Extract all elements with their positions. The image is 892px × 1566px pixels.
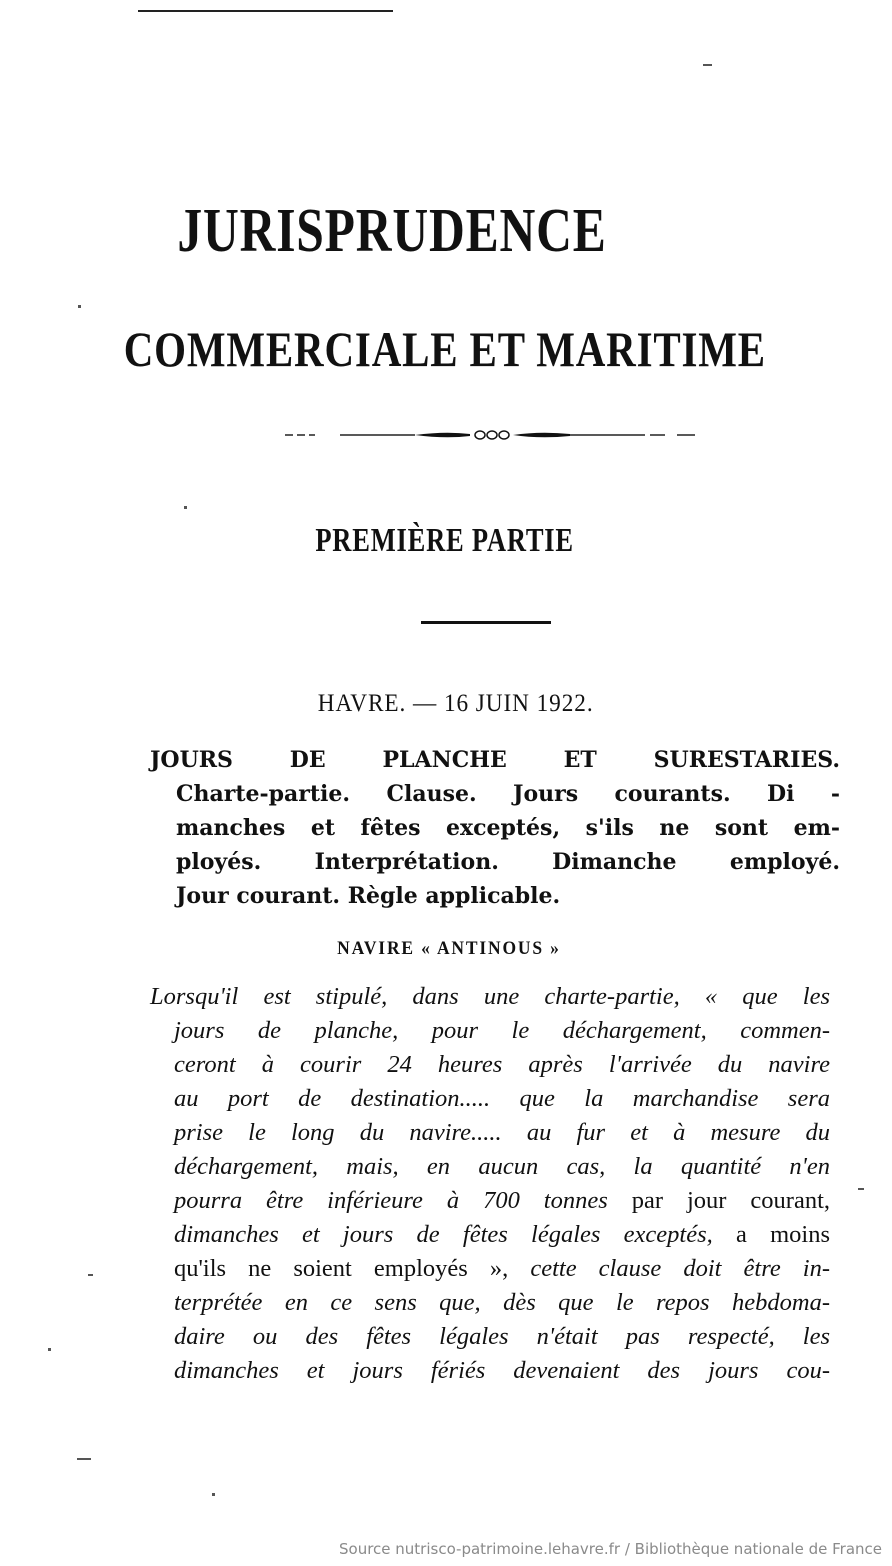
body-span: pourra être inférieure à 700 tonnes xyxy=(174,1187,608,1214)
body-line: déchargement, mais, en aucun cas, la quantité n'en xyxy=(174,1153,830,1180)
body-line: Lorsqu'il est stipulé, dans une charte-partie, « que les xyxy=(150,983,830,1010)
body-paragraph xyxy=(150,980,830,1388)
ship-name: NAVIRE « ANTINOUS » xyxy=(337,938,561,959)
summary-line: ployés. Interprétation. Dimanche employé. xyxy=(176,849,840,875)
part-rule xyxy=(421,621,551,624)
main-title: JURISPRUDENCE xyxy=(177,197,607,265)
scan-speck xyxy=(212,1493,215,1496)
body-line xyxy=(150,1252,830,1286)
part-title: PREMIÈRE PARTIE xyxy=(315,522,574,559)
body-span: cette clause doit être in- xyxy=(530,1255,830,1282)
top-rule xyxy=(138,10,393,12)
summary-line: manches et fêtes exceptés, s'ils ne sont em- xyxy=(176,815,840,841)
scan-speck xyxy=(703,64,712,66)
body-line xyxy=(150,1184,830,1218)
body-line: daire ou des fêtes légales n'était pas respecté, les xyxy=(174,1323,830,1350)
ornament-divider xyxy=(285,424,695,446)
summary-line: Charte-partie. Clause. Jours courants. Di - xyxy=(176,781,840,807)
summary-line: Jour courant. Règle applicable. xyxy=(176,883,561,909)
body-span: a moins xyxy=(712,1221,830,1248)
scan-speck xyxy=(78,305,81,308)
body-line: ceront à courir 24 heures après l'arrivée du navire xyxy=(174,1051,830,1078)
body-span: dimanches et jours de fêtes légales exceptés, xyxy=(174,1221,713,1248)
body-line: jours de planche, pour le déchargement, commen- xyxy=(174,1017,830,1044)
body-line: au port de destination..... que la marchandise sera xyxy=(174,1085,830,1112)
source-credit: Source nutrisco-patrimoine.lehavre.fr / Bibliothèque nationale de France xyxy=(339,1540,882,1558)
case-place-date: HAVRE. — 16 JUIN 1922. xyxy=(317,690,594,717)
body-line: dimanches et jours fériés devenaient des jours cou- xyxy=(174,1357,830,1384)
scan-speck xyxy=(77,1458,91,1460)
body-span: qu'ils ne soient employés », xyxy=(174,1255,531,1282)
scan-speck xyxy=(858,1188,864,1190)
scan-speck xyxy=(88,1274,93,1276)
body-span: par jour courant, xyxy=(607,1187,831,1214)
body-line: prise le long du navire..... au fur et à mesure du xyxy=(174,1119,830,1146)
subtitle: COMMERCIALE ET MARITIME xyxy=(123,321,766,377)
body-line: terprétée en ce sens que, dès que le repos hebdoma- xyxy=(174,1289,830,1316)
scan-speck xyxy=(48,1348,51,1351)
scan-speck xyxy=(184,506,187,509)
body-line xyxy=(150,1218,830,1252)
summary-line: JOURS DE PLANCHE ET SURESTARIES. xyxy=(150,747,840,773)
case-summary xyxy=(150,743,840,913)
